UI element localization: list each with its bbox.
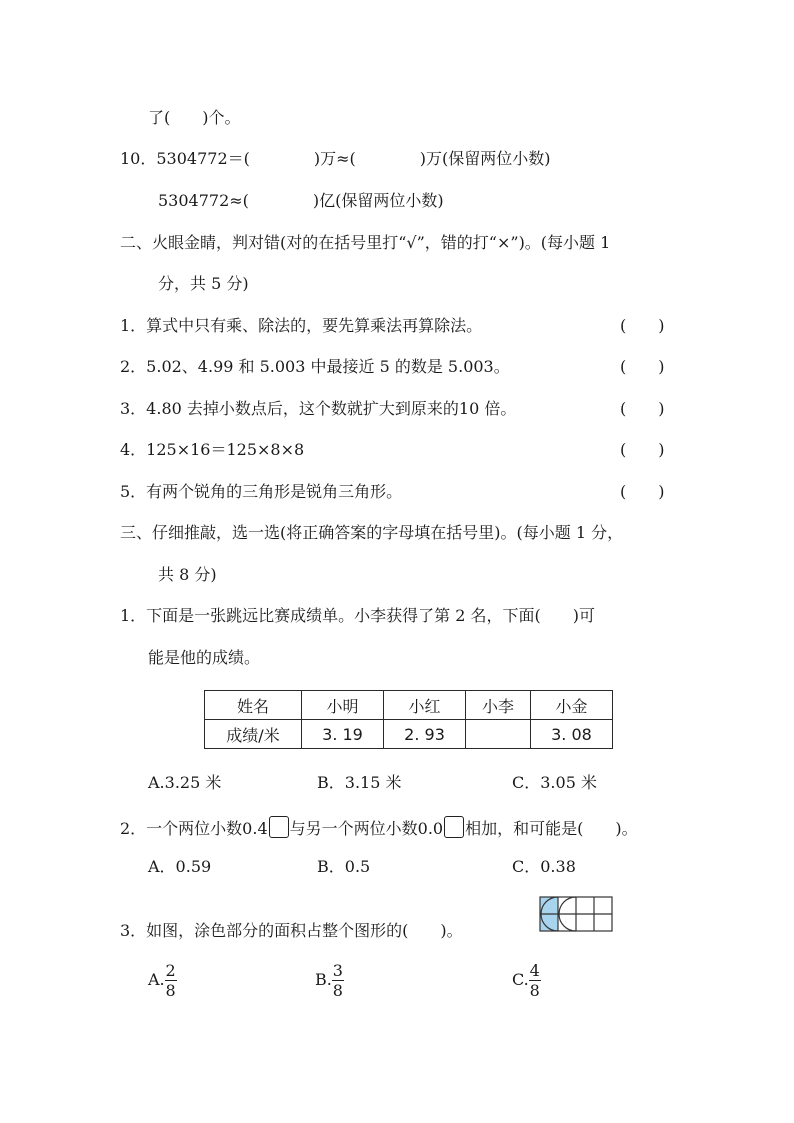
section-2-heading: 二、火眼金睛，判对错(对的在括号里打“√”，错的打“×”)。(每小题 1 — [120, 233, 611, 252]
judge-question-5: 5．有两个锐角的三角形是锐角三角形。 — [120, 482, 403, 501]
choice-question-1-line-2: 能是他的成绩。 — [148, 648, 261, 667]
digit-blank-box-2 — [444, 816, 464, 838]
judge-question-4: 4．125×16＝125×8×8 — [120, 440, 305, 459]
judge-question-1: 1．算式中只有乘、除法的，要先算乘法再算除法。 — [120, 316, 483, 335]
question-10-line-1: 10．5304772＝( )万≈( )万(保留两位小数) — [120, 149, 551, 168]
choice-3-option-c — [512, 958, 541, 1002]
choice-1-option-c: C．3.05 米 — [512, 773, 597, 792]
judge-question-3: 3．4.80 去掉小数点后，这个数就扩大到原来的10 倍。 — [120, 399, 517, 418]
answer-paren-4[interactable]: ( ) — [620, 440, 665, 459]
numerator: 4 — [529, 961, 540, 980]
answer-paren-2[interactable]: ( ) — [620, 357, 665, 376]
choice-2-option-b: B．0.5 — [317, 857, 371, 876]
numerator: 2 — [165, 961, 176, 980]
choice-1-option-a: A.3.25 米 — [148, 773, 222, 792]
table-cell: 小金 — [530, 691, 612, 720]
question-2-middle: 与另一个两位小数0.0 — [289, 819, 444, 838]
choice-question-3: 3．如图，涂色部分的面积占整个图形的( )。 — [120, 921, 463, 940]
numerator: 3 — [332, 961, 343, 980]
section-3-heading: 三、仔细推敲，选一选(将正确答案的字母填在括号里)。(每小题 1 分， — [120, 523, 624, 542]
denominator: 8 — [165, 981, 176, 1000]
section-2-heading-cont: 分，共 5 分) — [158, 274, 249, 293]
table-cell — [466, 720, 531, 749]
choice-2-option-a: A．0.59 — [148, 857, 212, 876]
table-cell: 成绩/米 — [205, 720, 302, 749]
table-cell: 小李 — [466, 691, 531, 720]
table-cell: 3. 19 — [302, 720, 384, 749]
shaded-grid-figure — [539, 896, 613, 932]
choice-3-option-b — [315, 958, 344, 1002]
table-row — [205, 691, 613, 720]
table-cell: 2. 93 — [384, 720, 466, 749]
question-2-suffix: 相加，和可能是( )。 — [465, 819, 638, 838]
question-10-line-2: 5304772≈( )亿(保留两位小数) — [158, 191, 444, 210]
question-2-prefix: 2．一个两位小数0.4 — [120, 819, 268, 838]
choice-2-option-c: C．0.38 — [512, 857, 576, 876]
choice-1-option-b: B．3.15 米 — [317, 773, 402, 792]
answer-paren-3[interactable]: ( ) — [620, 399, 665, 418]
fraction — [165, 962, 177, 999]
table-cell: 小明 — [302, 691, 384, 720]
option-label: B. — [315, 970, 332, 989]
line-continuation: 了( )个。 — [148, 108, 241, 127]
denominator: 8 — [332, 981, 343, 1000]
option-label: A. — [148, 970, 165, 989]
choice-3-option-a — [148, 958, 177, 1002]
section-3-heading-cont: 共 8 分) — [158, 565, 217, 584]
denominator: 8 — [529, 981, 540, 1000]
fraction — [332, 962, 344, 999]
answer-paren-1[interactable]: ( ) — [620, 316, 665, 335]
choice-question-1-line-1: 1．下面是一张跳远比赛成绩单。小李获得了第 2 名，下面( )可 — [120, 606, 596, 625]
judge-question-2: 2．5.02、4.99 和 5.003 中最接近 5 的数是 5.003。 — [120, 357, 510, 376]
option-label: C. — [512, 970, 529, 989]
digit-blank-box-1 — [269, 816, 289, 838]
fraction — [529, 962, 541, 999]
choice-question-2 — [120, 816, 638, 840]
table-cell: 姓名 — [205, 691, 302, 720]
score-table — [204, 690, 613, 749]
table-row — [205, 720, 613, 749]
table-cell: 3. 08 — [530, 720, 612, 749]
table-cell: 小红 — [384, 691, 466, 720]
answer-paren-5[interactable]: ( ) — [620, 482, 665, 501]
